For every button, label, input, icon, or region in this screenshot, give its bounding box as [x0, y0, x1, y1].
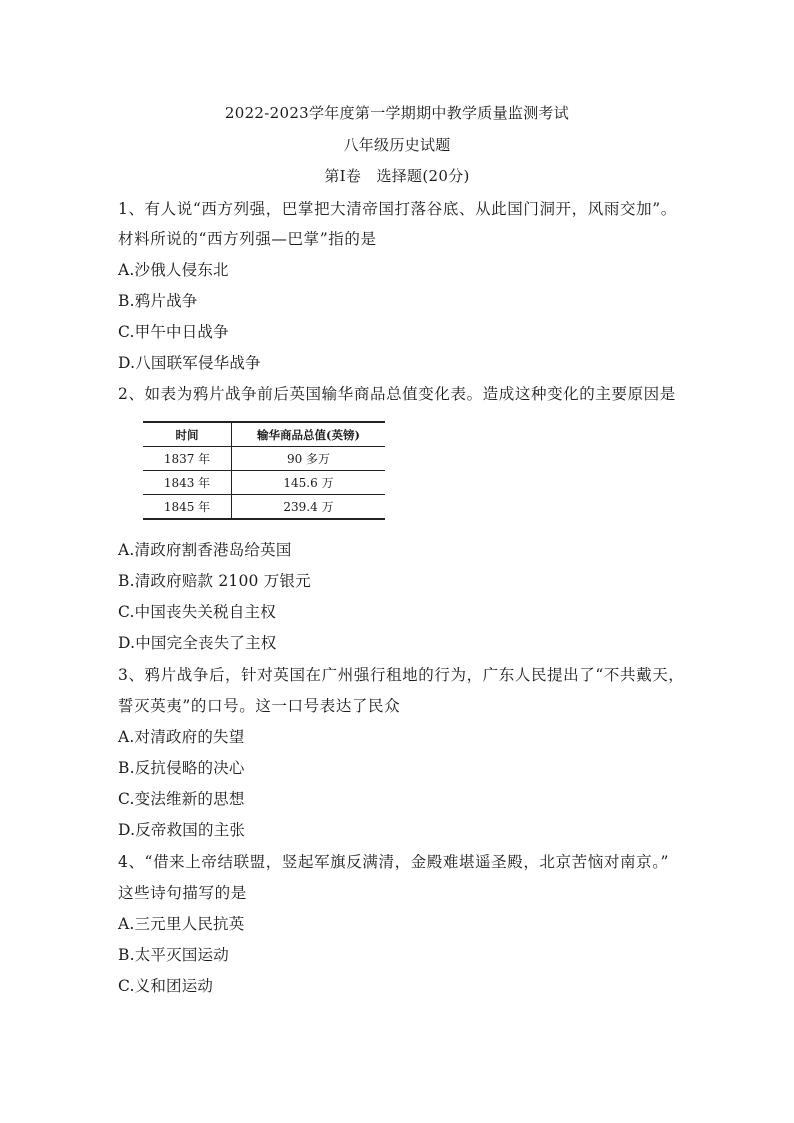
table-header-value: 输华商品总值(英镑)	[232, 422, 386, 447]
table-header-time: 时间	[143, 422, 232, 447]
table-cell-value: 90 多万	[232, 447, 386, 471]
question-3-option-c: C.变法维新的思想	[118, 790, 245, 808]
question-3-stem-line-2: 誓灭英夷”的口号。这一口号表达了民众	[118, 697, 401, 715]
question-3-option-a: A.对清政府的失望	[118, 728, 245, 746]
question-2-option-b: B.清政府赔款 2100 万银元	[118, 572, 311, 590]
question-2-stem-line-1: 2、如表为鸦片战争前后英国输华商品总值变化表。造成这种变化的主要原因是	[118, 385, 676, 403]
table-cell-value: 145.6 万	[232, 471, 386, 495]
question-4-option-b: B.太平灭国运动	[118, 946, 229, 964]
table-cell-year: 1837 年	[143, 447, 232, 471]
question-1-option-b: B.鸦片战争	[118, 292, 198, 310]
exam-title: 2022-2023学年度第一学期期中教学质量监测考试	[224, 104, 570, 122]
question-4-option-c: C.义和团运动	[118, 977, 214, 995]
question-4-stem-line-1: 4、“借来上帝结联盟，竖起军旗反满清，金殿难堪遥圣殿，北京苦恼对南京。”	[118, 853, 670, 871]
question-1-stem-line-2: 材料所说的“西方列强—巴掌”指的是	[118, 230, 377, 248]
table-row	[143, 447, 385, 471]
table-header-row	[143, 422, 385, 447]
question-3-stem-line-1: 3、鸦片战争后，针对英国在广州强行租地的行为，广东人民提出了“不共戴天，	[118, 666, 685, 684]
question-3-option-b: B.反抗侵略的决心	[118, 759, 245, 777]
table-row	[143, 471, 385, 495]
trade-value-table	[143, 421, 385, 520]
table-cell-year: 1843 年	[143, 471, 232, 495]
question-3-option-d: D.反帝救国的主张	[118, 821, 246, 839]
question-2-option-c: C.中国丧失关税自主权	[118, 603, 276, 621]
question-1-option-d: D.八国联军侵华战争	[118, 354, 261, 372]
question-2-option-d: D.中国完全丧失了主权	[118, 634, 277, 652]
question-1-option-c: C.甲午中日战争	[118, 323, 229, 341]
question-1-stem-line-1: 1、有人说“西方列强，巴掌把大清帝国打落谷底、从此国门洞开，风雨交加”。	[118, 200, 677, 218]
table-cell-value: 239.4 万	[232, 495, 386, 520]
subject-title: 八年级历史试题	[343, 136, 451, 154]
table-cell-year: 1845 年	[143, 495, 232, 520]
question-4-stem-line-2: 这些诗句描写的是	[118, 884, 247, 902]
question-2-option-a: A.清政府割香港岛给英国	[118, 541, 292, 559]
table-row	[143, 495, 385, 520]
section-title: 第Ⅰ卷 选择题(20分)	[324, 167, 470, 185]
question-4-option-a: A.三元里人民抗英	[118, 915, 245, 933]
question-1-option-a: A.沙俄人侵东北	[118, 261, 229, 279]
